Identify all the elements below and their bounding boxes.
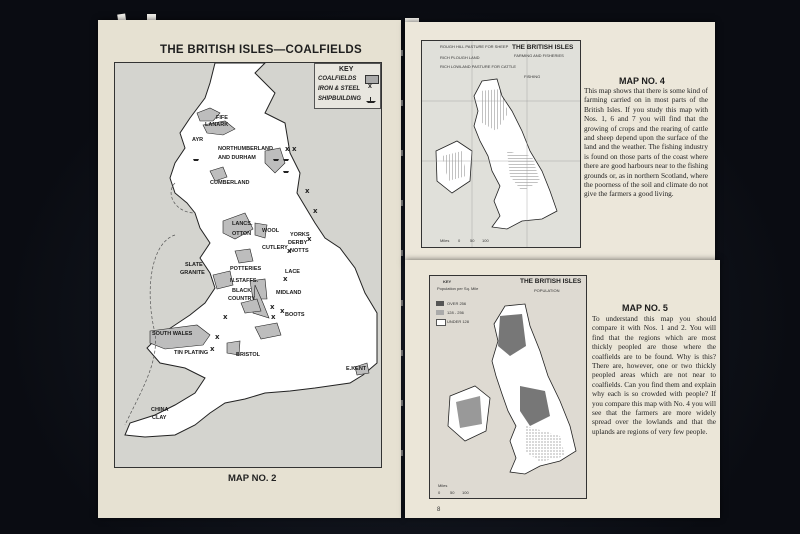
label-granite: GRANITE bbox=[180, 270, 205, 276]
label-ayr: AYR bbox=[192, 137, 204, 143]
population-map-subtitle: POPULATION bbox=[534, 288, 560, 293]
label-lancs: LANCS. bbox=[232, 221, 253, 227]
label-cotton: OTTON bbox=[232, 231, 252, 237]
label-lace: LACE bbox=[285, 269, 300, 275]
farming-map-title: THE BRITISH ISLES bbox=[512, 44, 574, 51]
population-scale-100: 100 bbox=[462, 490, 469, 495]
population-key-title: KEY bbox=[443, 279, 452, 284]
svg-text:x x: x x bbox=[285, 145, 297, 153]
svg-text:x: x bbox=[271, 313, 276, 321]
label-lanark: LANARK bbox=[205, 122, 229, 128]
farming-scale-50: 50 bbox=[470, 238, 475, 243]
svg-text:x: x bbox=[210, 345, 215, 353]
key-iron-steel: IRON & STEEL bbox=[318, 86, 361, 92]
farming-map-subtitle: FARMING AND FISHERIES bbox=[514, 53, 564, 58]
page-number: 8 bbox=[437, 507, 441, 513]
label-notts: NOTTS bbox=[290, 248, 309, 254]
label-black: BLACK bbox=[232, 288, 252, 294]
key-shipbuilding: SHIPBUILDING bbox=[318, 96, 362, 102]
fishing-label: FISHING bbox=[524, 74, 541, 79]
svg-text:x: x bbox=[313, 207, 318, 215]
pop-swatch-high bbox=[436, 301, 444, 306]
ship-icon bbox=[365, 96, 377, 104]
farming-scale-0: 0 bbox=[458, 238, 461, 243]
svg-text:x: x bbox=[223, 313, 228, 321]
population-key-mid: 128 - 256 bbox=[447, 310, 464, 315]
farming-map-drawing bbox=[422, 41, 580, 247]
spine-stitching bbox=[400, 40, 404, 510]
svg-text:x: x bbox=[270, 303, 275, 311]
map5-heading: MAP NO. 5 bbox=[622, 303, 668, 313]
pop-swatch-low bbox=[436, 319, 446, 326]
label-china: CHINA bbox=[151, 407, 169, 413]
population-key-high: OVER 256 bbox=[447, 301, 467, 306]
svg-text:x: x bbox=[307, 235, 312, 243]
label-country: COUNTRY bbox=[228, 296, 255, 302]
key-coalfields: COALFIELDS bbox=[318, 76, 357, 82]
svg-text:x: x bbox=[287, 247, 292, 255]
population-key-subtitle: Population per Sq. Mile bbox=[437, 286, 479, 291]
label-potteries: POTTERIES bbox=[230, 266, 262, 272]
population-scale: Miles bbox=[438, 483, 448, 488]
svg-text:x: x bbox=[305, 187, 310, 195]
label-durham: AND DURHAM bbox=[218, 155, 256, 161]
key-title: KEY bbox=[339, 66, 354, 73]
svg-text:x: x bbox=[283, 275, 288, 283]
page-title: THE BRITISH ISLES—COALFIELDS bbox=[160, 44, 362, 56]
label-south-wales: SOUTH WALES bbox=[152, 331, 193, 337]
label-northumberland: NORTHUMBERLAND bbox=[218, 146, 273, 152]
map5-text: To understand this map you should compare it with Nos. 1 and 2. You will find that the regions which are most thickly peopled are those where the coalfields are to be found. Why is this? There are, however, one or two thickly peopled areas which are not near to coalfields. Can you find them and explain why each is so crowded with people? If you compare this map with No. 4 you will see that the farmers are more widely spread over the lowlands and that the uplands are regions of very few people. bbox=[592, 314, 716, 436]
label-tin-plating: TIN PLATING bbox=[174, 350, 209, 356]
label-e-kent: E.KENT bbox=[346, 366, 367, 372]
label-bristol: BRISTOL bbox=[236, 352, 261, 358]
svg-text:x: x bbox=[215, 333, 220, 341]
svg-text:x: x bbox=[280, 307, 285, 315]
map4-heading: MAP NO. 4 bbox=[619, 76, 665, 86]
population-key-low: UNDER 128 bbox=[447, 319, 470, 324]
label-clay: CLAY bbox=[152, 415, 167, 421]
label-derby: DERBY bbox=[288, 240, 308, 246]
label-cumberland: CUMBERLAND bbox=[210, 180, 250, 186]
label-slate: SLATE bbox=[185, 262, 203, 268]
pop-swatch-mid bbox=[436, 310, 444, 315]
farming-key-3: RICH LOWLAND PASTURE FOR CATTLE bbox=[440, 64, 517, 69]
label-nstaffs: N.STAFFS. bbox=[230, 278, 259, 284]
iron-symbol: x bbox=[368, 83, 372, 90]
farming-key-1: ROUGH HILL PASTURE FOR SHEEP bbox=[440, 44, 509, 49]
population-scale-0: 0 bbox=[438, 490, 441, 495]
map-key bbox=[314, 63, 381, 109]
farming-scale-100: 100 bbox=[482, 238, 489, 243]
farming-map bbox=[421, 40, 581, 248]
farming-scale: Miles bbox=[440, 238, 450, 243]
label-midland: MIDLAND bbox=[276, 290, 302, 296]
map4-text: This map shows that there is some kind of farming carried on in most parts of the British Isles. If you study this map with Nos. 1, 6 and 7 you will find that the growing of crops and the rearing of cattle and sheep depend upon the surface of the land and the weather. The fishing industry is found on those parts of the coast where there are good harbours near to the fishing grounds or, as in northern Scotland, where the poorness of the soil and climate do not give the farmers a good living. bbox=[584, 86, 708, 199]
label-yorks: YORKS bbox=[290, 232, 310, 238]
farming-key-2: RICH PLOUGH LAND bbox=[440, 55, 480, 60]
label-boots: BOOTS bbox=[285, 312, 305, 318]
population-map-title: THE BRITISH ISLES bbox=[520, 278, 582, 285]
map-caption-left: MAP NO. 2 bbox=[228, 473, 277, 484]
population-map bbox=[429, 275, 587, 499]
population-scale-50: 50 bbox=[450, 490, 455, 495]
label-fife: FIFE bbox=[216, 115, 228, 121]
label-wool: WOOL bbox=[262, 228, 280, 234]
label-cutlery: CUTLERY bbox=[262, 245, 288, 251]
